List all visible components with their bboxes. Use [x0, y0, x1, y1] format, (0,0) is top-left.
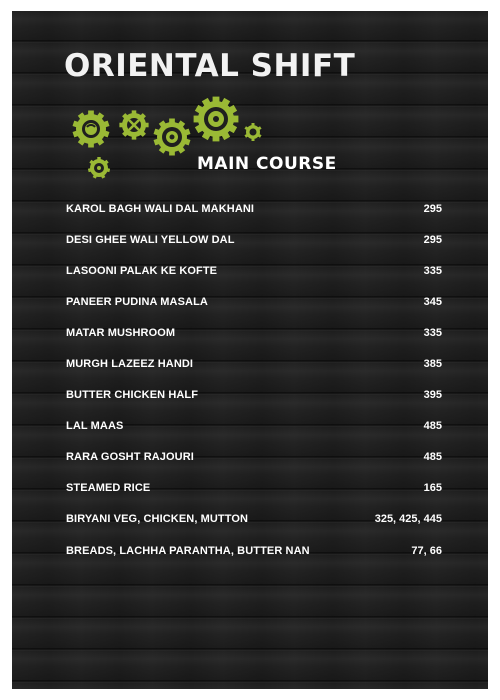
menu-item-name: KAROL BAGH WALI DAL MAKHANI	[66, 202, 255, 215]
menu-item-name: LASOONI PALAK KE KOFTE	[66, 264, 218, 277]
menu-item-name: MURGH LAZEEZ HANDI	[66, 358, 194, 371]
menu-item	[66, 411, 442, 442]
menu-item	[66, 317, 442, 348]
menu-item	[66, 193, 442, 224]
menu-item	[66, 255, 442, 286]
menu-item-price: 335	[423, 264, 442, 277]
menu-item-name: BREADS, LACHHA PARANTHA, BUTTER NAN	[66, 544, 310, 557]
brand-title: ORIENTAL SHIFT	[64, 48, 356, 84]
menu-item-price: 485	[423, 451, 442, 464]
menu-item-price: 335	[423, 326, 442, 339]
menu-item-name: DESI GHEE WALI YELLOW DAL	[66, 233, 235, 246]
menu-item-price: 485	[423, 420, 442, 433]
menu-item-list	[66, 193, 442, 566]
menu-item-price: 395	[423, 389, 442, 402]
menu-item-price: 325, 425, 445	[374, 513, 442, 526]
menu-item	[66, 535, 442, 566]
menu-item-price: 345	[423, 295, 442, 308]
menu-item	[66, 380, 442, 411]
menu-item	[66, 442, 442, 473]
menu-item-name: RARA GOSHT RAJOURI	[66, 451, 194, 464]
menu-item-name: BIRYANI VEG, CHICKEN, MUTTON	[66, 513, 249, 526]
menu-item-price: 295	[423, 202, 442, 215]
menu-item	[66, 286, 442, 317]
menu-item	[66, 473, 442, 504]
menu-item-price: 165	[423, 482, 442, 495]
menu-item-name: STEAMED RICE	[66, 482, 151, 495]
menu-item-name: LAL MAAS	[66, 420, 124, 433]
menu-item-price: 77, 66	[411, 544, 442, 557]
menu-item	[66, 224, 442, 255]
menu-item-name: MATAR MUSHROOM	[66, 326, 176, 339]
menu-board	[12, 11, 488, 689]
menu-item-name: BUTTER CHICKEN HALF	[66, 389, 199, 402]
menu-item-name: PANEER PUDINA MASALA	[66, 295, 208, 308]
menu-item-price: 385	[423, 358, 442, 371]
menu-item	[66, 504, 442, 535]
menu-item-price: 295	[423, 233, 442, 246]
section-heading: MAIN COURSE	[197, 154, 337, 174]
menu-item	[66, 348, 442, 379]
